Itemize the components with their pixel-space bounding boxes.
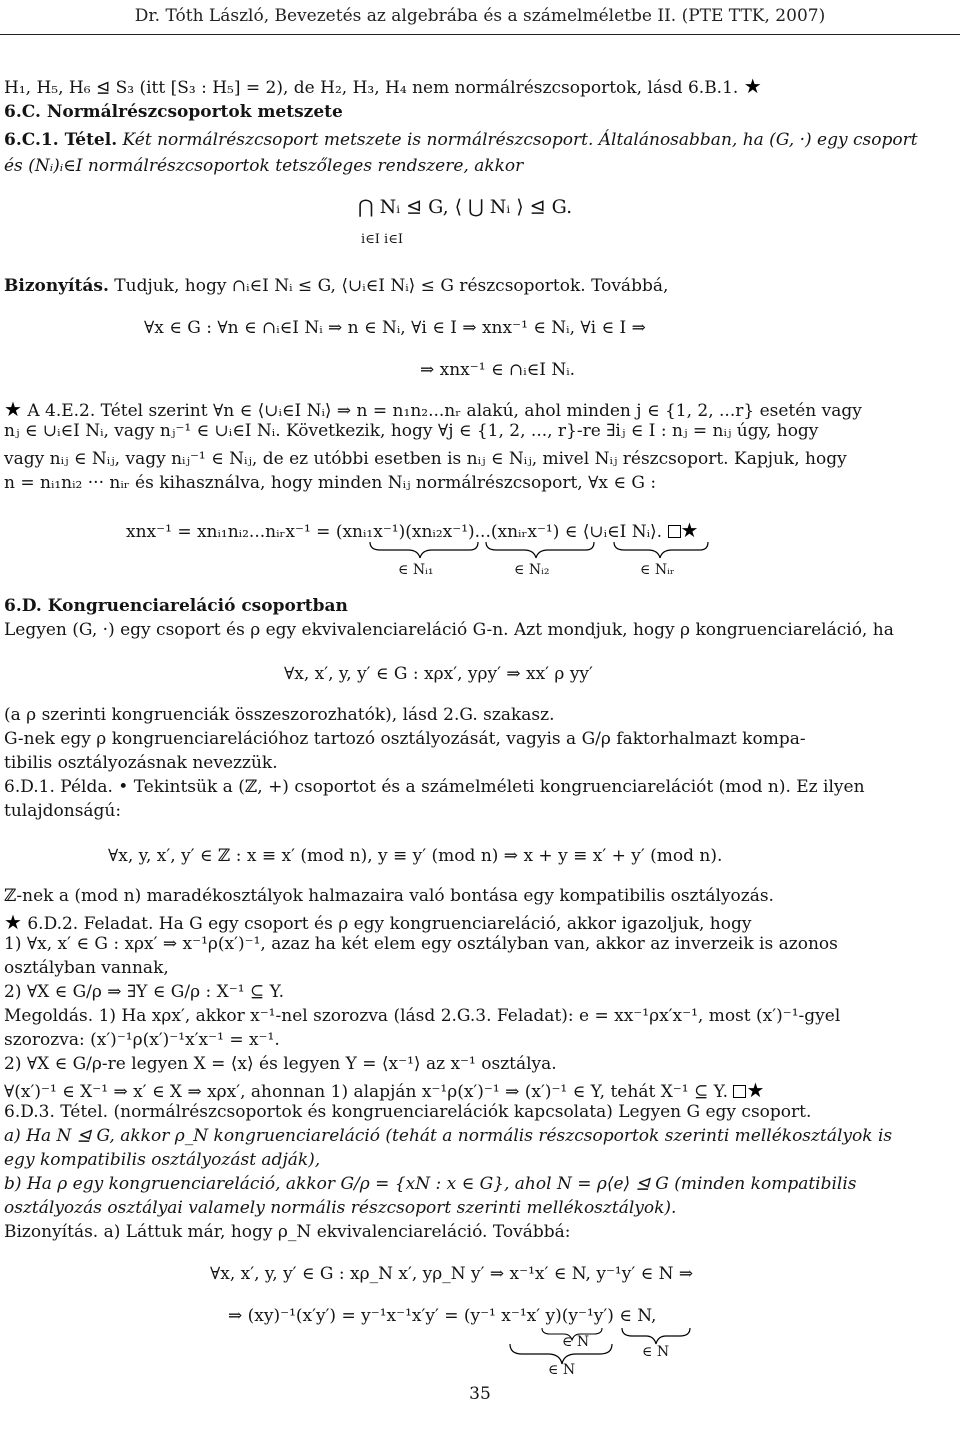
display-mod-congruence: ∀x, y, x′, y′ ∈ ℤ : x ≡ x′ (mod n), y ≡ y′ (mod n) ⇒ x + y ≡ x′ + y′ (mod n).: [108, 846, 723, 866]
star-icon: ★: [743, 74, 762, 98]
display-congruence-def: ∀x, x′, y, y′ ∈ G : xρx′, yρy′ ⇒ xx′ ρ yy′: [284, 664, 593, 684]
exercise-6d2-1-cont: osztályban vannak,: [4, 958, 169, 978]
example-6d1-cont: tulajdonságú:: [4, 801, 122, 821]
underbrace-label-inner: ∈ N: [562, 1334, 590, 1350]
theorem-6d3: 6.D.3. Tétel. (normálrészcsoportok és kongruenciarelációk kapcsolata) Legyen G egy csoport.: [4, 1102, 812, 1122]
underbrace-2: [486, 542, 594, 558]
solution-2: 2) ∀X ∈ G/ρ-re legyen X = ⟨x⟩ és legyen Y = ⟨x⁻¹⟩ az x⁻¹ osztálya.: [4, 1054, 557, 1074]
exercise-6d2: ★ 6.D.2. Feladat. Ha G egy csoport és ρ egy kongruenciareláció, akkor igazoljuk, hogy: [4, 910, 752, 934]
theorem-6d3-a-cont: egy kompatibilis osztályozást adják),: [4, 1150, 321, 1170]
underbrace-label-right: ∈ N: [642, 1344, 670, 1360]
proof-6d3: Bizonyítás. a) Láttuk már, hogy ρ_N ekvivalenciareláció. Továbbá:: [4, 1222, 571, 1242]
underbraces-product: [368, 540, 738, 562]
underbrace-right: [622, 1328, 690, 1344]
star-icon: ★: [680, 518, 699, 542]
para-a3: vagy nᵢⱼ ∈ Nᵢⱼ, vagy nᵢⱼ⁻¹ ∈ Nᵢⱼ, de ez utóbbi esetben is nᵢⱼ ∈ Nᵢⱼ, mivel Nᵢⱼ részcsoport. Kapjuk, hogy: [4, 449, 847, 469]
underbraces-proof: [508, 1326, 728, 1370]
display-conjugate-2: ⇒ xnx⁻¹ ∈ ∩ᵢ∈I Nᵢ.: [420, 360, 576, 380]
qed-box: [733, 1085, 746, 1098]
line-subgroups: H₁, H₅, H₆ ⊴ S₃ (itt [S₃ : H₅] = 2), de H₂, H₃, H₄ nem normálrészcsoportok, lásd 6.B.1. ★: [4, 74, 762, 98]
display-intersection-union: ⋂ Nᵢ ⊴ G, ⟨ ⋃ Nᵢ ⟩ ⊴ G.: [358, 196, 573, 218]
section-6d-heading: 6.D. Kongruenciareláció csoportban: [4, 596, 348, 616]
underbrace-outer: [510, 1344, 612, 1364]
display-index-set: i∈I i∈I: [361, 232, 403, 247]
star-icon: ★: [746, 1078, 765, 1102]
qed-box: [668, 525, 681, 538]
star-icon: ★: [4, 397, 22, 421]
underbrace-label-2: ∈ Nᵢ₂: [514, 562, 550, 578]
example-6d1: 6.D.1. Példa. • Tekintsük a (ℤ, +) csoportot és a számelméleti kongruenciarelációt (mod n). Ez ilyen: [4, 777, 865, 797]
underbrace-label-outer: ∈ N: [548, 1362, 576, 1378]
underbrace-label-1: ∈ Nᵢ₁: [398, 562, 434, 578]
header-rule: [0, 34, 960, 35]
solution-2-cont: ∀(x′)⁻¹ ∈ X⁻¹ ⇒ x′ ∈ X ⇒ xρx′, ahonnan 1) alapján x⁻¹ρ(x′)⁻¹ ⇒ (x′)⁻¹ ∈ Y, tehát X⁻¹ ⊆ Y. ★: [4, 1078, 765, 1102]
display-proof-step-1: ∀x, x′, y, y′ ∈ G : xρ_N x′, yρ_N y′ ⇒ x⁻¹x′ ∈ N, y⁻¹y′ ∈ N ⇒: [210, 1264, 694, 1284]
para-d1: Legyen (G, ·) egy csoport és ρ egy ekvivalenciareláció G-n. Azt mondjuk, hogy ρ kongruenciareláció, ha: [4, 620, 894, 640]
para-d7: ℤ-nek a (mod n) maradékosztályok halmazaira való bontása egy kompatibilis osztályozás.: [4, 886, 774, 906]
display-conjugate-1: ∀x ∈ G : ∀n ∈ ∩ᵢ∈I Nᵢ ⇒ n ∈ Nᵢ, ∀i ∈ I ⇒ xnx⁻¹ ∈ Nᵢ, ∀i ∈ I ⇒: [144, 318, 646, 338]
para-a2: nⱼ ∈ ∪ᵢ∈I Nᵢ, vagy nⱼ⁻¹ ∈ ∪ᵢ∈I Nᵢ. Következik, hogy ∀j ∈ {1, 2, ..., r}-re ∃iⱼ ∈ I : nⱼ = nᵢⱼ úgy, hogy: [4, 421, 819, 441]
para-a1: ★ A 4.E.2. Tétel szerint ∀n ∈ ⟨∪ᵢ∈I Nᵢ⟩ ⇒ n = n₁n₂...nᵣ alakú, ahol minden j ∈ {1, 2, ...r} esetén vagy: [4, 397, 862, 421]
underbrace-3: [614, 542, 708, 558]
theorem-6c1: 6.C.1. Tétel. Két normálrészcsoport metszete is normálrészcsoport. Általánosabban, ha (G, ·) egy csoport: [4, 130, 918, 150]
para-d3: G-nek egy ρ kongruenciarelációhoz tartozó osztályozását, vagyis a G/ρ faktorhalmazt kompa-: [4, 729, 806, 749]
running-header: Dr. Tóth László, Bevezetés az algebrába és a számelméletbe II. (PTE TTK, 2007): [134, 6, 826, 26]
display-product: xnx⁻¹ = xnᵢ₁nᵢ₂...nᵢᵣx⁻¹ = (xnᵢ₁x⁻¹)(xnᵢ₂x⁻¹)...(xnᵢᵣx⁻¹) ∈ ⟨∪ᵢ∈I Nᵢ⟩. ★: [126, 518, 699, 542]
para-a4: n = nᵢ₁nᵢ₂ ··· nᵢᵣ és kihasználva, hogy minden Nᵢⱼ normálrészcsoport, ∀x ∈ G :: [4, 473, 657, 493]
underbrace-1: [370, 542, 478, 558]
para-d2: (a ρ szerinti kongruenciák összeszorozhatók), lásd 2.G. szakasz.: [4, 705, 555, 725]
theorem-6d3-b: b) Ha ρ egy kongruenciareláció, akkor G/ρ = {xN : x ∈ G}, ahol N = ρ⟨e⟩ ⊴ G (minden kompatibilis: [4, 1174, 857, 1194]
exercise-6d2-2: 2) ∀X ∈ G/ρ ⇒ ∃Y ∈ G/ρ : X⁻¹ ⊆ Y.: [4, 982, 285, 1002]
display-proof-step-2: ⇒ (xy)⁻¹(x′y′) = y⁻¹x⁻¹x′y′ = (y⁻¹ x⁻¹x′ y)(y⁻¹y′) ∈ N,: [228, 1306, 657, 1326]
solution-1: Megoldás. 1) Ha xρx′, akkor x⁻¹-nel szorozva (lásd 2.G.3. Feladat): e = xx⁻¹ρx′x⁻¹, most (x′)⁻¹-gyel: [4, 1006, 841, 1026]
para-d4: tibilis osztályozásnak nevezzük.: [4, 753, 278, 773]
page-number: 35: [469, 1384, 491, 1404]
theorem-6c1-cont: és (Nᵢ)ᵢ∈I normálrészcsoportok tetszőleges rendszere, akkor: [4, 156, 524, 176]
solution-1-cont: szorozva: (x′)⁻¹ρ(x′)⁻¹x′x⁻¹ = x⁻¹.: [4, 1030, 280, 1050]
theorem-6d3-a: a) Ha N ⊴ G, akkor ρ_N kongruenciareláció (tehát a normális részcsoportok szerinti mellékosztályok is: [4, 1126, 893, 1146]
section-6c-heading: 6.C. Normálrészcsoportok metszete: [4, 102, 343, 122]
underbrace-label-3: ∈ Nᵢᵣ: [640, 562, 675, 578]
proof-1: Bizonyítás. Tudjuk, hogy ∩ᵢ∈I Nᵢ ≤ G, ⟨∪ᵢ∈I Nᵢ⟩ ≤ G részcsoportok. Továbbá,: [4, 276, 669, 296]
theorem-6d3-b-cont: osztályozás osztályai valamely normális részcsoport szerinti mellékosztályok).: [4, 1198, 677, 1218]
exercise-6d2-1: 1) ∀x, x′ ∈ G : xρx′ ⇒ x⁻¹ρ(x′)⁻¹, azaz ha két elem egy osztályban van, akkor az inverzeik is azonos: [4, 934, 838, 954]
star-icon: ★: [4, 910, 22, 934]
